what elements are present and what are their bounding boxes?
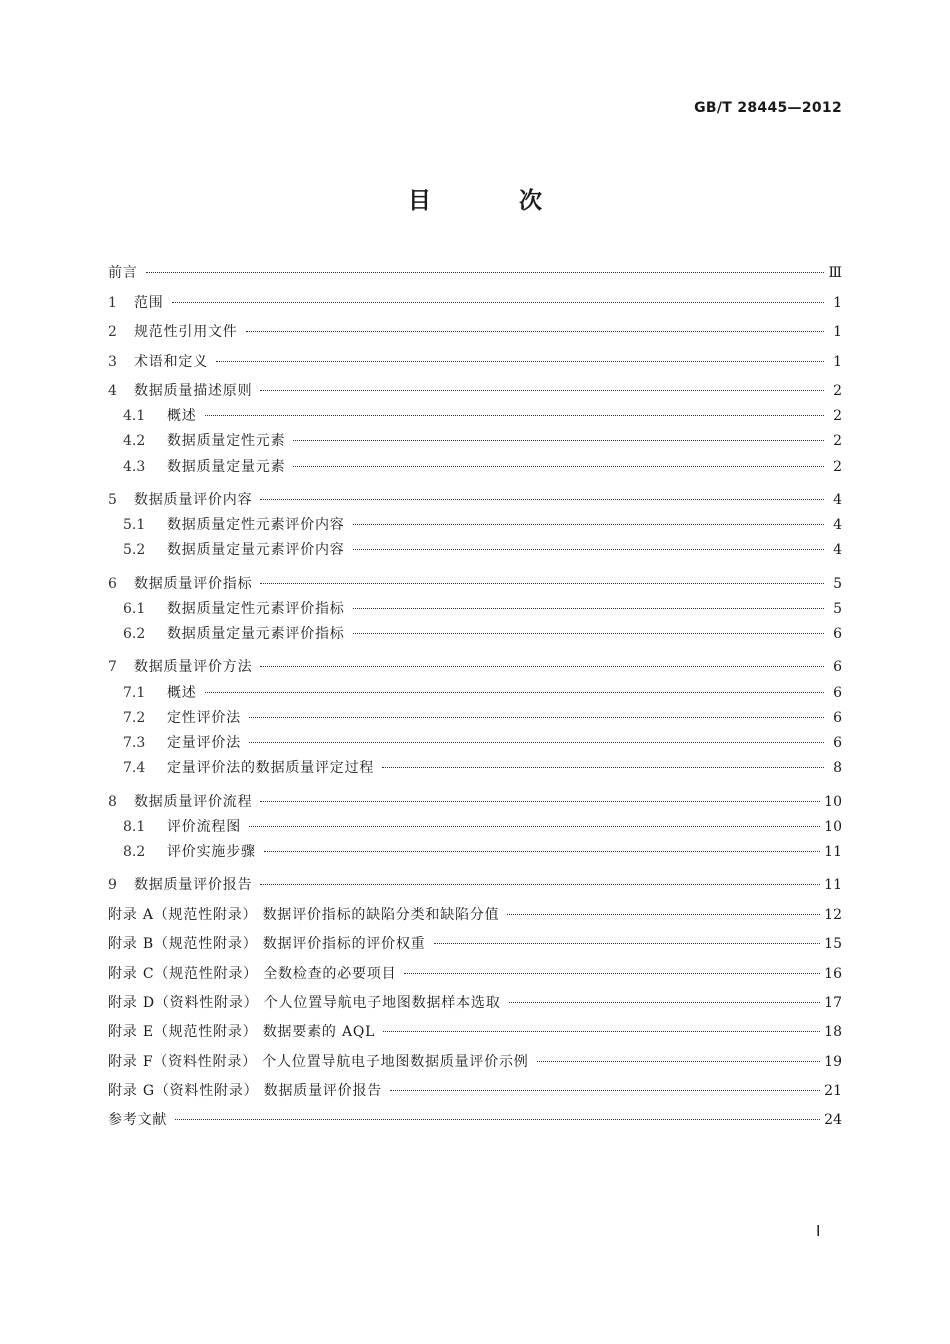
toc-entry-label: 数据质量描述原则: [134, 382, 253, 399]
toc-entry[interactable]: [108, 1046, 842, 1075]
dot-leader: [205, 691, 824, 693]
toc-entry[interactable]: [108, 958, 842, 987]
toc-entry-page: 17: [824, 994, 842, 1011]
toc-entry-page: 24: [824, 1112, 842, 1129]
dot-leader: [383, 1030, 820, 1032]
toc-entry-number: 9: [108, 877, 117, 894]
toc-entry-page: 6: [833, 709, 842, 726]
toc-entry[interactable]: [108, 681, 842, 706]
toc-entry-label: 数据质量定量元素: [167, 458, 286, 475]
dot-leader: [260, 582, 824, 584]
toc-entry-page: 10: [824, 793, 842, 810]
toc-entry-page: 2: [833, 433, 842, 450]
dot-leader: [146, 271, 824, 273]
dot-leader: [260, 665, 824, 667]
toc-entry-label: 范围: [134, 294, 164, 311]
toc-entry-page: 6: [833, 735, 842, 751]
page-title: 目 次: [407, 188, 582, 214]
toc-entry[interactable]: [108, 816, 842, 841]
toc-entry[interactable]: [108, 376, 842, 405]
toc-entry-label: 附录 F（资料性附录） 个人位置导航电子地图数据质量评价示例: [108, 1053, 529, 1070]
dot-leader: [260, 498, 824, 500]
toc-entry-label: 概述: [167, 408, 197, 425]
toc-entry-label: 概述: [167, 684, 197, 701]
toc-entry-number: 7: [108, 659, 117, 676]
toc-entry-page: 21: [824, 1083, 842, 1100]
toc-entry-page: 11: [824, 843, 842, 860]
toc-entry-page: 18: [824, 1024, 842, 1041]
toc-entry[interactable]: [108, 598, 842, 623]
dot-leader: [260, 800, 820, 802]
toc-entry[interactable]: [108, 287, 842, 316]
toc-entry-label: 数据质量评价报告: [134, 877, 253, 894]
standard-number: GB/T 28445—2012: [694, 100, 842, 116]
dot-leader: [249, 716, 824, 718]
toc-entry-page: 6: [833, 684, 842, 701]
toc-entry-number: 5.2: [123, 542, 146, 559]
toc-entry[interactable]: [108, 430, 842, 455]
toc-entry-label: 数据质量定量元素评价内容: [167, 542, 345, 559]
toc-entry-page: Ⅲ: [828, 265, 842, 282]
toc-entry[interactable]: [108, 623, 842, 648]
toc-entry-number: 7.1: [123, 684, 146, 701]
toc-entry-number: 8.2: [123, 843, 146, 860]
toc-entry-label: 数据质量定性元素评价指标: [167, 600, 345, 617]
toc-entry-number: 7.2: [123, 709, 146, 726]
toc-entry-page: 1: [833, 353, 842, 370]
toc-entry[interactable]: [108, 988, 842, 1017]
dot-leader: [249, 825, 820, 827]
dot-leader: [264, 850, 820, 852]
dot-leader: [353, 607, 824, 609]
toc-entry-page: 1: [833, 324, 842, 341]
toc-entry-number: 7.3: [123, 735, 146, 751]
toc-entry[interactable]: [108, 707, 842, 732]
dot-leader: [537, 1060, 821, 1062]
toc-entry-number: 1: [108, 294, 117, 311]
toc-entry-label: 评价实施步骤: [167, 843, 256, 860]
toc-entry-label: 定量评价法的数据质量评定过程: [167, 760, 375, 777]
toc-entry-label: 附录 E（规范性附录） 数据要素的 AQL: [108, 1024, 376, 1041]
toc-entry-page: 11: [824, 877, 842, 894]
dot-leader: [216, 360, 824, 362]
toc-entry-label: 数据质量定性元素: [167, 433, 286, 450]
toc-entry[interactable]: [108, 732, 842, 757]
dot-leader: [246, 330, 824, 332]
toc-entry-label: 数据质量评价流程: [134, 793, 253, 810]
toc-entry-label: 定量评价法: [167, 735, 241, 751]
toc-entry-page: 2: [833, 458, 842, 475]
dot-leader: [172, 301, 824, 303]
toc-entry-number: 7.4: [123, 760, 146, 777]
toc-entry-page: 1: [833, 294, 842, 311]
toc-entry[interactable]: [108, 405, 842, 430]
toc-entry-page: 4: [833, 542, 842, 559]
toc-entry-label: 术语和定义: [134, 353, 208, 370]
dot-leader: [390, 1089, 820, 1091]
toc-entry-label: 数据质量定量元素评价指标: [167, 626, 345, 643]
dot-leader: [434, 942, 821, 944]
toc-entry[interactable]: [108, 870, 842, 899]
toc-entry[interactable]: [108, 258, 842, 287]
toc-entry-page: 2: [833, 382, 842, 399]
toc-entry-label: 数据质量评价内容: [134, 491, 253, 508]
toc-entry[interactable]: [108, 652, 842, 681]
toc-entry-page: 15: [824, 936, 842, 953]
toc-entry-page: 4: [833, 491, 842, 508]
dot-leader: [353, 548, 824, 550]
toc-entry[interactable]: [108, 514, 842, 539]
toc-entry-label: 定性评价法: [167, 709, 241, 726]
toc-entry-number: 2: [108, 324, 117, 341]
dot-leader: [205, 414, 824, 416]
toc-entry-label: 规范性引用文件: [134, 324, 238, 341]
toc-entry-label: 参考文献: [108, 1112, 168, 1129]
dot-leader: [260, 389, 824, 391]
dot-leader: [382, 766, 824, 768]
toc-entry[interactable]: [108, 1076, 842, 1105]
toc-entry[interactable]: [108, 841, 842, 866]
dot-leader: [293, 465, 824, 467]
toc-entry[interactable]: [108, 1105, 842, 1134]
toc-entry[interactable]: [108, 786, 842, 815]
dot-leader: [293, 439, 824, 441]
toc-entry-page: 12: [824, 906, 842, 923]
toc-entry-label: 附录 G（资料性附录） 数据质量评价报告: [108, 1083, 383, 1100]
dot-leader: [353, 632, 824, 634]
toc-entry-label: 前言: [108, 265, 138, 282]
toc-entry[interactable]: [108, 485, 842, 514]
toc-entry[interactable]: [108, 1017, 842, 1046]
dot-leader: [175, 1118, 820, 1120]
dot-leader: [507, 913, 820, 915]
toc-entry-number: 5: [108, 491, 117, 508]
toc-entry-page: 4: [833, 517, 842, 534]
dot-leader: [249, 741, 824, 743]
toc-entry-label: 数据质量评价方法: [134, 659, 253, 676]
toc-entry-page: 10: [824, 818, 842, 835]
toc-entry-page: 19: [824, 1053, 842, 1070]
toc-entry-number: 4.2: [123, 433, 146, 450]
toc-entry[interactable]: [108, 929, 842, 958]
dot-leader: [353, 523, 824, 525]
dot-leader: [509, 1001, 821, 1003]
toc-entry-label: 附录 A（规范性附录） 数据评价指标的缺陷分类和缺陷分值: [108, 906, 500, 923]
toc-entry-page: 8: [833, 760, 842, 777]
toc-entry-label: 评价流程图: [167, 818, 241, 835]
toc-entry-number: 6.1: [123, 600, 146, 617]
toc-entry-label: 数据质量定性元素评价内容: [167, 517, 345, 534]
toc-entry-label: 附录 C（规范性附录） 全数检查的必要项目: [108, 965, 397, 982]
toc-entry-page: 5: [833, 600, 842, 617]
toc-entry-number: 4.3: [123, 458, 146, 475]
toc-entry-page: 6: [833, 659, 842, 676]
toc-entry-number: 8.1: [123, 818, 146, 835]
toc-entry-label: 附录 B（规范性附录） 数据评价指标的评价权重: [108, 936, 426, 953]
toc-entry-number: 8: [108, 793, 117, 810]
toc-entry[interactable]: [108, 317, 842, 346]
page-folio: Ⅰ: [816, 1224, 821, 1240]
dot-leader: [260, 883, 820, 885]
table-of-contents: [108, 258, 842, 1134]
toc-entry-number: 6: [108, 575, 117, 592]
toc-entry-page: 6: [833, 626, 842, 643]
toc-entry[interactable]: [108, 568, 842, 597]
toc-entry-label: 数据质量评价指标: [134, 575, 253, 592]
toc-entry-number: 5.1: [123, 517, 146, 534]
toc-entry-number: 4.1: [123, 408, 146, 425]
toc-entry-label: 附录 D（资料性附录） 个人位置导航电子地图数据样本选取: [108, 994, 501, 1011]
toc-entry[interactable]: [108, 455, 842, 480]
toc-entry-page: 16: [824, 965, 842, 982]
toc-entry[interactable]: [108, 346, 842, 375]
toc-entry-number: 3: [108, 353, 117, 370]
toc-entry-page: 2: [833, 408, 842, 425]
toc-entry[interactable]: [108, 757, 842, 782]
toc-entry[interactable]: [108, 539, 842, 564]
toc-entry-number: 6.2: [123, 626, 146, 643]
toc-entry[interactable]: [108, 899, 842, 928]
toc-entry-number: 4: [108, 382, 117, 399]
toc-entry-page: 5: [833, 575, 842, 592]
dot-leader: [404, 972, 820, 974]
